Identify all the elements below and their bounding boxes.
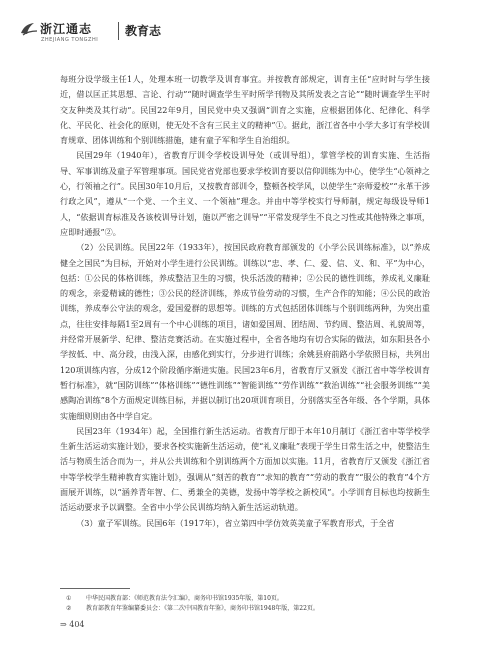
section-title: 教育志 <box>125 24 162 38</box>
page-header <box>20 16 460 52</box>
footnotes <box>66 594 426 614</box>
folio-marker-icon: ⇒ <box>60 620 70 629</box>
footnote <box>66 604 426 614</box>
footnote-mark: ② <box>66 605 72 612</box>
paragraph: （3）童子军训练。民国6年（1917年），省立第四中学仿效英美童子军教育形式，于全省 <box>76 517 395 528</box>
paragraph: 民国29年（1940年），省教育厅训令学校设训导处（或训导组），掌管学校的训育实施、生活指导、军事训练及童子军管理事项。国民党省党部也要求学校训育要以信仰训练为中心，使学生“心领神之心，行领袖之行”。民国30年10月后，又按教育部训令，整顿各校学风，以使学生“亲师爱校”“永革干涉行政之风”，遵从“一个党、一个主义、一个领袖”理念。并由中等学校实行导师制，规定每级设导师1人，“依据训育标准及各该校训导计划，施以严密之训导”“平常发现学生不良之习性或其他特殊之事项，应即时通报”②。 <box>60 150 430 237</box>
paragraph: 民国23年（1934年）起，全国推行新生活运动。省教育厅即于本年10月制订《浙江省中等学校学生新生活运动实施计划》，要求各校实施新生活运动，使“礼义廉耻”表现于学生日常生活之中，使整洁生活与物质生活合而为一，并从公共训练和个别训练两个方面加以实施。11月，省教育厅又颁发《浙江省中等学校学生精神教育实施计划》，强调从“刻苦的教育”“求知的教育”“劳动的教育”“服公的教育”4个方面展开训练，以“涵养青年智、仁、勇兼全的美德，发扬中等学校之新校风”。小学训育目标也均按新生活运动要求予以调整。全省中小学公民训练均纳入新生活运动轨道。 <box>60 425 430 513</box>
footnote-text: 中华民国教育部：《师范教育法令汇编》，商务印书馆1935年版，第10页。 <box>86 595 283 602</box>
footnote-mark: ① <box>66 595 72 602</box>
header-divider <box>118 22 119 40</box>
footnote-text: 教育部教育年鉴编纂委员会：《第二次中国教育年鉴》，商务印书馆1948年版，第22页。 <box>86 605 319 612</box>
paragraph: （2）公民训练。民国22年（1933年），按国民政府教育部颁发的《小学公民训练标准》，以“养成健全之国民”为目标，开始对小学生进行公民训练。训练以“忠、孝、仁、爱、信、义、和、平”为中心，包括：①公民的体格训练，养成整洁卫生的习惯，快乐活泼的精神；②公民的德性训练，养成礼义廉耻的观念，亲爱精诚的德性；③公民的经济训练，养成节俭劳动的习惯，生产合作的知能；④公民的政治训练，养成奉公守法的观念，爱国爱群的思想等。训练的方式包括团体训练与个别训练两种，为突出重点，往往安排每隔1至2周有一个中心训练的项目，诸如爱国周、团结周、节约周、整洁周、礼貌周等，并经常开展新学、纪律、整洁竞赛活动。在实施过程中，全省各地均有切合实际的做法，如东阳县各小学按低、中、高分段，由浅入深，由感化到实行，分步进行训练；余姚县府前路小学依照目标，共列出120项训练内容，分成12个阶段循序渐进实施。民国23年6月，省教育厅又颁发《浙江省中等学校训育暂行标准》，就“国防训练”“体格训练”“德性训练”“智能训练”“劳作训练”“救治训练”“社会服务训练”“美感陶冶训练”8个方面规定训练目标，并据以制订出20项训育项目，分别落实至各年级、各个学期，具体实施细则则由各中学自定。 <box>60 242 430 421</box>
page-number <box>60 620 85 629</box>
logo-title: 浙江通志 <box>40 22 93 36</box>
paragraph: 每班分设学级主任1人，处理本班一切教学及训育事宜。并按教育部规定，训育主任“应时时与学生接近，借以匡正其思想、言论、行动”“随时调查学生平时所学刊物及其所发表之言论”“随时调查学生平时交友种类及其行动”。民国22年9月，国民党中央又强调“训育之实施，应根据团体化、纪律化、科学化、平民化、社会化的原则，使无处不含有三民主义的精神”①。据此，浙江省各中小学大多订有学校训育规章、团体训练和个别训练措施，建有童子军和学生自治组织。 <box>60 74 430 146</box>
page-number-text: 404 <box>69 620 85 629</box>
logo-subtitle: ZHEJIANG TONGZHI <box>41 37 99 43</box>
footnote <box>66 594 426 604</box>
main-text <box>60 72 430 531</box>
zhejiang-tongzhi-logo-icon <box>20 20 38 38</box>
footnote-rule <box>60 588 130 589</box>
